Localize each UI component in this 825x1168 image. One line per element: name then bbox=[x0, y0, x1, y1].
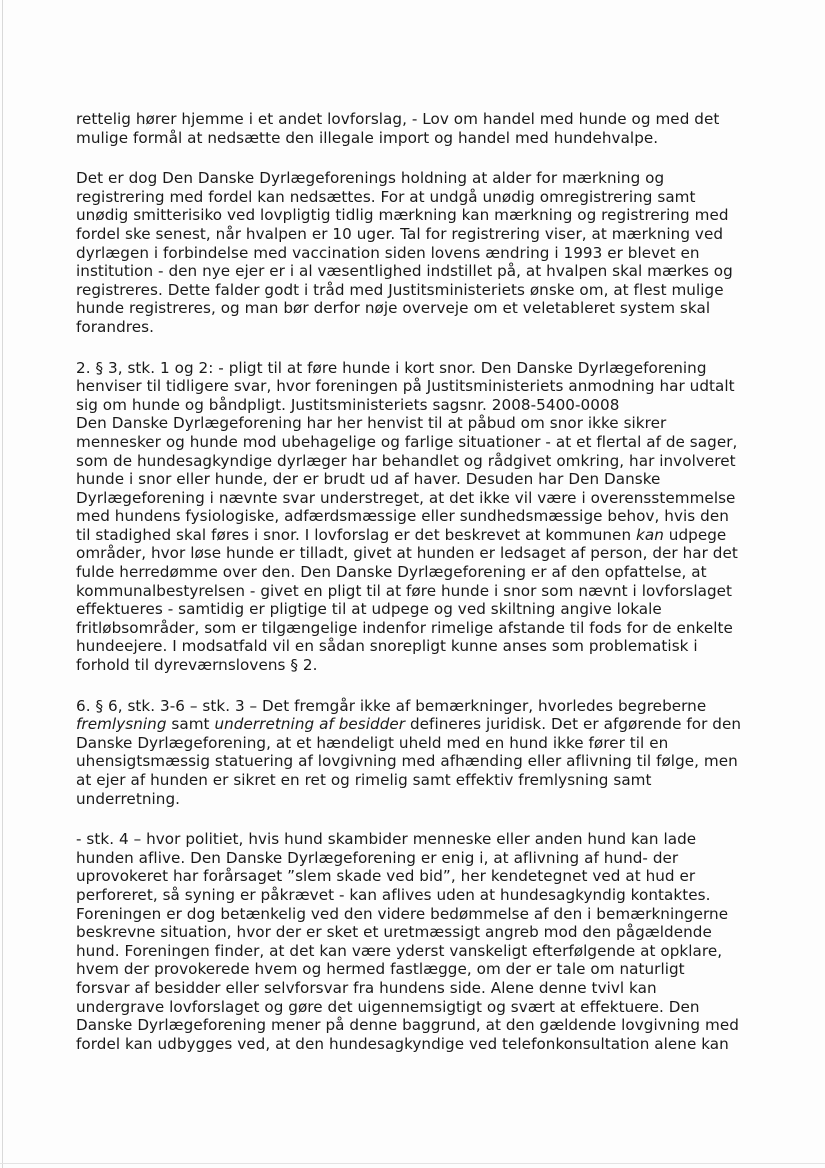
text-line bbox=[76, 299, 748, 318]
text-line bbox=[76, 169, 748, 188]
text-segment: 2. § 3, stk. 1 og 2: - pligt til at føre hunde i kort snor. Den Danske Dyrlægeforening bbox=[76, 358, 707, 377]
text-segment: uhensigtsmæssig statuering af lovgivning med afhænding eller aflivning til følge, men bbox=[76, 752, 738, 771]
text-segment: undergrave lovforslaget og gøre det uigennemsigtigt og svært at effektuere. Den bbox=[76, 997, 700, 1016]
italic-text: kan bbox=[636, 525, 664, 544]
text-line bbox=[76, 960, 748, 979]
text-segment: mulige formål at nedsætte den illegale import og handel med hundehvalpe. bbox=[76, 128, 659, 147]
text-segment: beskrevne situation, hvor der er sket et uretmæssigt angreb mod den pågældende bbox=[76, 923, 712, 942]
text-segment: 6. § 6, stk. 3-6 – stk. 3 – Det fremgår ikke af bemærkninger, hvorledes begreberne bbox=[76, 696, 707, 715]
text-line bbox=[76, 905, 748, 924]
text-segment: fritløbsområder, som er tilgængelige indenfor rimelige afstande til fods for de enkelte bbox=[76, 618, 733, 637]
text-segment: Dyrlægeforening i nævnte svar understreget, at det ikke vil være i overensstemmelse bbox=[76, 488, 736, 507]
text-segment: hunde registreres, og man bør derfor nøje overveje om et veletableret system skal bbox=[76, 299, 711, 318]
text-segment: - stk. 4 – hvor politiet, hvis hund skambider menneske eller anden hund kan lade bbox=[76, 830, 697, 849]
text-segment: med hundens fysiologiske, adfærdsmæssige eller sundhedsmæssige behov, hvis den bbox=[76, 507, 729, 526]
text-line bbox=[76, 359, 748, 378]
text-line bbox=[76, 244, 748, 263]
text-segment: Den Danske Dyrlægeforening har her henvist til at påbud om snor ikke sikrer bbox=[76, 414, 667, 433]
text-line bbox=[76, 582, 748, 601]
text-line bbox=[76, 886, 748, 905]
text-segment: hunden aflive. Den Danske Dyrlægeforening er enig i, at aflivning af hund- der bbox=[76, 848, 679, 867]
text-segment: hunde i snor eller hunde, der er brudt ud af haver. Desuden har Den Danske bbox=[76, 470, 661, 489]
text-segment: til stadighed skal føres i snor. I lovforslag er det beskrevet at kommunen bbox=[76, 525, 637, 544]
text-segment: hund. Foreningen finder, at det kan være yderst vanskeligt efterfølgende at opklare, bbox=[76, 941, 723, 960]
text-line bbox=[76, 697, 748, 716]
text-segment: at ejer af hunden er sikret en ret og rimelig samt effektiv fremlysning samt bbox=[76, 771, 652, 789]
text-line bbox=[76, 942, 748, 961]
text-line bbox=[76, 206, 748, 225]
text-line bbox=[76, 129, 748, 148]
text-segment: forandres. bbox=[76, 317, 154, 336]
text-line bbox=[76, 849, 748, 868]
text-line bbox=[76, 433, 748, 452]
paragraph-p1 bbox=[76, 110, 748, 147]
text-line bbox=[76, 1016, 748, 1035]
text-segment: effektueres - samtidig er pligtige til at udpege og ved skiltning angive lokale bbox=[76, 600, 662, 619]
text-line bbox=[76, 188, 748, 207]
text-line bbox=[76, 110, 748, 129]
paragraph-p2 bbox=[76, 169, 748, 336]
text-line bbox=[76, 544, 748, 563]
paragraph-p4 bbox=[76, 697, 748, 809]
text-line bbox=[76, 262, 748, 281]
text-line bbox=[76, 715, 748, 734]
scan-edge-bottom bbox=[0, 1163, 825, 1164]
text-segment: sig om hunde og båndpligt. Justitsministeriets sagsnr. 2008-5400-0008 bbox=[76, 395, 620, 414]
text-segment: områder, hvor løse hunde er tilladt, givet at hunden er ledsaget af person, der har det bbox=[76, 544, 738, 563]
text-line bbox=[76, 225, 748, 244]
text-segment: fulde herredømme over den. Den Danske Dyrlægeforening er af den opfattelse, at bbox=[76, 563, 707, 582]
text-line bbox=[76, 563, 748, 582]
text-line bbox=[76, 470, 748, 489]
text-segment: Foreningen er dog betænkelig ved den videre bedømmelse af den i bemærkningerne bbox=[76, 904, 729, 923]
text-line bbox=[76, 923, 748, 942]
text-line bbox=[76, 526, 748, 545]
text-line bbox=[76, 790, 748, 809]
text-line bbox=[76, 998, 748, 1017]
text-line bbox=[76, 507, 748, 526]
text-line bbox=[76, 396, 748, 415]
text-segment: som de hundesagkyndige dyrlæger har behandlet og rådgivet omkring, har involveret bbox=[76, 451, 736, 470]
text-line bbox=[76, 1035, 748, 1054]
text-line bbox=[76, 452, 748, 471]
text-line bbox=[76, 637, 748, 656]
text-segment: rettelig hører hjemme i et andet lovforslag, - Lov om handel med hunde og med det bbox=[76, 110, 720, 128]
italic-text: fremlysning bbox=[76, 715, 167, 734]
text-segment: registreres. Dette falder godt i tråd med Justitsministeriets ønske om, at flest mulige bbox=[76, 280, 724, 299]
text-segment: hvem der provokerede hvem og hermed fastlægge, om der er tale om naturligt bbox=[76, 960, 685, 979]
text-segment: unødig smitterisiko ved lovpligtig tidlig mærkning kan mærkning og registrering med bbox=[76, 206, 729, 225]
text-line bbox=[76, 600, 748, 619]
text-segment: fordel ske senest, når hvalpen er 10 uger. Tal for registrering viser, at mærkning ved bbox=[76, 224, 724, 243]
text-line bbox=[76, 414, 748, 433]
text-line bbox=[76, 734, 748, 753]
text-segment: henviser til tidligere svar, hvor foreningen på Justitsministeriets anmodning har udtalt bbox=[76, 377, 735, 396]
text-segment: underretning. bbox=[76, 789, 181, 808]
text-line bbox=[76, 281, 748, 300]
text-segment: dyrlægen i forbindelse med vaccination siden lovens ændring i 1993 er blevet en bbox=[76, 243, 700, 262]
text-line bbox=[76, 771, 748, 790]
document-body bbox=[76, 110, 748, 1075]
text-segment: Danske Dyrlægeforening, at et hændeligt uheld med en hund ikke fører til en bbox=[76, 733, 669, 752]
text-line bbox=[76, 377, 748, 396]
italic-text: underretning af besidder bbox=[214, 715, 406, 734]
text-line bbox=[76, 867, 748, 886]
paragraph-p5 bbox=[76, 830, 748, 1053]
text-segment: Danske Dyrlægeforening mener på denne baggrund, at den gældende lovgivning med bbox=[76, 1016, 739, 1035]
text-line bbox=[76, 489, 748, 508]
text-line bbox=[76, 656, 748, 675]
text-segment: forsvar af besidder eller selvforsvar fra hundens side. Alene denne tvivl kan bbox=[76, 978, 657, 997]
text-line bbox=[76, 830, 748, 849]
text-segment: fordel kan udbygges ved, at den hundesagkyndige ved telefonkonsultation alene kan bbox=[76, 1034, 729, 1053]
text-segment: institution - den nye ejer er i al væsentlighed indstillet på, at hvalpen skal mærkes og bbox=[76, 262, 733, 281]
text-segment: uprovokeret har forårsaget ”slem skade ved bid”, her kendetegnet ved at hud er bbox=[76, 867, 696, 886]
text-segment: perforeret, så syning er påkrævet - kan aflives uden at hundesagkyndig kontaktes. bbox=[76, 885, 711, 904]
text-line bbox=[76, 619, 748, 638]
text-line bbox=[76, 318, 748, 337]
text-segment: registrering med fordel kan nedsættes. For at undgå unødig omregistrering samt bbox=[76, 187, 696, 206]
text-line bbox=[76, 752, 748, 771]
text-line bbox=[76, 979, 748, 998]
text-segment: Det er dog Den Danske Dyrlægeforenings holdning at alder for mærkning og bbox=[76, 169, 665, 188]
text-segment: samt bbox=[166, 715, 215, 734]
text-segment: hundeejere. I modsatfald vil en sådan snorepligt kunne anses som problematisk i bbox=[76, 637, 698, 656]
text-segment: udpege bbox=[663, 525, 727, 544]
scan-edge-left bbox=[2, 0, 3, 1168]
text-segment: kommunalbestyrelsen - givet en pligt til at føre hunde i snor som nævnt i lovforslaget bbox=[76, 581, 733, 600]
text-segment: mennesker og hunde mod ubehagelige og farlige situationer - at et flertal af de sager, bbox=[76, 432, 738, 451]
text-segment: forhold til dyreværnslovens § 2. bbox=[76, 656, 318, 675]
text-segment: defineres juridisk. Det er afgørende for den bbox=[405, 715, 742, 734]
paragraph-p3 bbox=[76, 359, 748, 675]
